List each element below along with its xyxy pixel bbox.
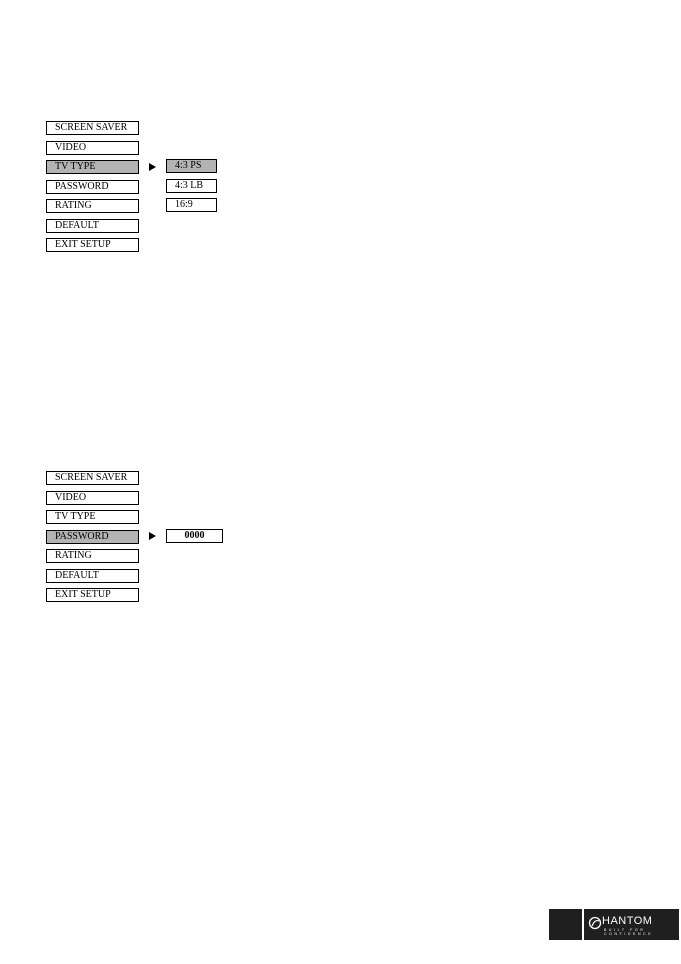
- submenu-arrow-icon: [149, 163, 156, 171]
- menu-item-password[interactable]: PASSWORD: [46, 180, 139, 194]
- menu-item-video[interactable]: VIDEO: [46, 141, 139, 155]
- phantom-logo-icon: [588, 916, 602, 935]
- option-16-9[interactable]: 16:9: [166, 198, 217, 212]
- menu-item-screen-saver[interactable]: SCREEN SAVER: [46, 471, 139, 485]
- brand-name: HANTOM: [602, 915, 653, 927]
- menu-item-exit-setup[interactable]: EXIT SETUP: [46, 238, 139, 252]
- menu-item-password[interactable]: PASSWORD: [46, 530, 139, 544]
- brand-tagline: BUILT FOR CONFIDENCE: [604, 928, 654, 936]
- menu-item-rating[interactable]: RATING: [46, 199, 139, 213]
- menu-item-rating[interactable]: RATING: [46, 549, 139, 563]
- menu-item-default[interactable]: DEFAULT: [46, 219, 139, 233]
- option-4-3-lb[interactable]: 4:3 LB: [166, 179, 217, 193]
- page-number-block: [549, 909, 582, 940]
- menu-item-tv-type[interactable]: TV TYPE: [46, 510, 139, 524]
- brand-logo: [584, 909, 679, 940]
- submenu-arrow-icon: [149, 532, 156, 540]
- menu-item-tv-type[interactable]: TV TYPE: [46, 160, 139, 174]
- setup-menu-password: [46, 471, 139, 608]
- menu-item-screen-saver[interactable]: SCREEN SAVER: [46, 121, 139, 135]
- menu-item-video[interactable]: VIDEO: [46, 491, 139, 505]
- option-4-3-ps[interactable]: 4:3 PS: [166, 159, 217, 173]
- menu-item-exit-setup[interactable]: EXIT SETUP: [46, 588, 139, 602]
- setup-menu-tv-type: [46, 121, 139, 258]
- password-field[interactable]: 0000: [166, 529, 223, 543]
- footer-brand: [549, 909, 679, 940]
- menu-item-default[interactable]: DEFAULT: [46, 569, 139, 583]
- tv-type-options: [166, 159, 217, 218]
